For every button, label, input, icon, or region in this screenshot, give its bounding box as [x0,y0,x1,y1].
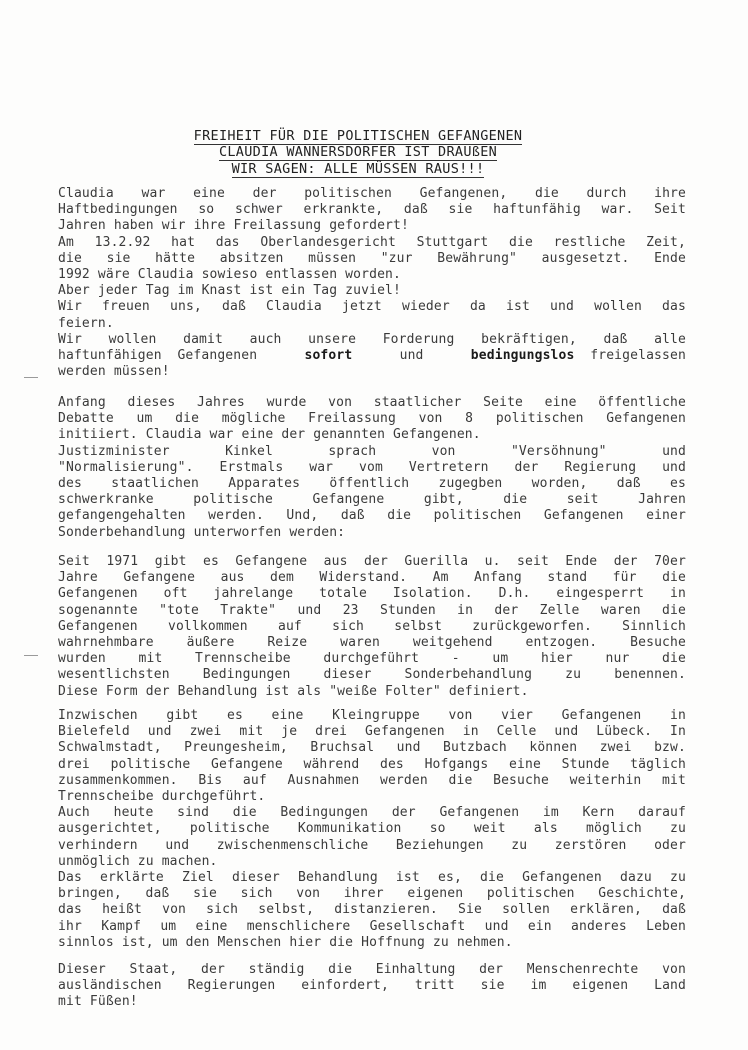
text-line: Anfang dieses Jahres wurde von staatlicher Seite eine öffentliche [58,395,686,410]
text-line: Sonderbehandlung unterworfen werden: [58,524,346,540]
text-segment: freigelassen [590,348,686,364]
text-line: das heißt von sich selbst, distanzieren. Sie sollen erklären, daß [58,902,686,918]
text-line: Das erklärte Ziel dieser Behandlung ist es, die Gefangenen dazu zu [58,870,686,886]
text-line: Haftbedingungen so schwer erkrankte, daß sie haftunfähig war. Seit [58,202,686,218]
margin-mark [24,655,38,656]
heading-line-2 [170,144,546,160]
text-line: Aber jeder Tag im Knast ist ein Tag zuviel! [58,283,401,299]
text-line: Dieser Staat, der ständig die Einhaltung der Menschenrechte von [58,962,686,977]
text-line: gefangengehalten werden. Und, daß die politischen Gefangenen einer [58,508,686,524]
text-segment: haftunfähigen Gefangenen [58,348,258,364]
text-line: sinnlos ist, um den Menschen hier die Hoffnung zu nehmen. [58,934,513,950]
text-line: verhindern und zwischenmenschliche Beziehungen zu zerstören oder [58,837,686,853]
paragraph-1 [58,186,686,380]
heading-line-1 [170,128,546,144]
text-line: zusammenkommen. Bis auf Ausnahmen werden die Besuche weiterhin mit [58,772,686,788]
text-line: Auch heute sind die Bedingungen der Gefangenen im Kern darauf [58,805,686,821]
text-line: Seit 1971 gibt es Gefangene aus der Guerilla u. seit Ende der 70er [58,554,686,569]
text-line: Diese Form der Behandlung ist als "weiße Folter" definiert. [58,683,529,699]
paragraph-2 [58,395,686,541]
text-line-mixed [58,348,686,364]
emphasis-bedingungslos: bedingungslos [470,348,575,364]
paragraph-4 [58,708,686,951]
text-line: wurden mit Trennscheibe durchgeführt - um hier nur die [58,651,686,667]
text-line: Debatte um die mögliche Freilassung von 8 politischen Gefangenen [58,411,686,427]
text-line: des staatlichen Apparates öffentlich zugegben worden, daß es [58,476,686,492]
text-line: ausländischen Regierungen einfordert, tritt sie im eigenen Land [58,978,686,994]
text-line: Jahren haben wir ihre Freilassung gefordert! [58,218,409,234]
heading-text-3: WIR SAGEN: ALLE MÜSSEN RAUS!!! [231,161,485,177]
text-line: Schwalmstadt, Preungesheim, Bruchsal und Butzbach können zwei bzw. [58,740,686,756]
text-line: Gefangenen oft jahrelange totale Isolation. D.h. eingesperrt in [58,586,686,602]
emphasis-sofort: sofort [304,348,353,364]
text-line: schwerkranke politische Gefangene gibt, die seit Jahren [58,492,686,508]
text-line: unmöglich zu machen. [58,853,218,869]
paragraph-3 [58,554,686,700]
text-line: Jahre Gefangene aus dem Widerstand. Am Anfang stand für die [58,570,686,586]
heading-text-1: FREIHEIT FÜR DIE POLITISCHEN GEFANGENEN [193,128,523,144]
text-line: werden müssen! [58,364,170,380]
margin-mark [24,377,38,378]
paragraph-5 [58,962,686,1011]
text-line: ihr Kampf um eine menschlichere Gesellschaft und ein anderes Leben [58,918,686,934]
text-line: Wir wollen damit auch unsere Forderung bekräftigen, daß alle [58,331,686,347]
text-line: initiiert. Claudia war eine der genannten Gefangenen. [58,427,481,443]
text-line: ausgerichtet, politische Kommunikation so weit als möglich zu [58,821,686,837]
text-line: wesentlichsten Bedingungen dieser Sonderbehandlung zu benennen. [58,667,686,683]
text-line: sogenannte "tote Trakte" und 23 Stunden in der Zelle waren die [58,602,686,618]
heading-line-3 [170,161,546,177]
text-line: mit Füßen! [58,994,138,1010]
text-line: Am 13.2.92 hat das Oberlandesgericht Stuttgart die restliche Zeit, [58,234,686,250]
text-line: "Normalisierung". Erstmals war vom Vertretern der Regierung und [58,459,686,475]
heading-text-2: CLAUDIA WANNERSDORFER IST DRAUßEN [218,144,498,160]
text-segment: und [399,348,424,364]
text-line: Justizminister Kinkel sprach von "Versöhnung" und [58,443,686,459]
text-line: 1992 wäre Claudia sowieso entlassen worden. [58,267,401,283]
text-line: die sie hätte absitzen müssen "zur Bewährung" ausgesetzt. Ende [58,250,686,266]
text-line: drei politische Gefangene während des Hofgangs eine Stunde täglich [58,756,686,772]
text-line: Gefangenen vollkommen auf sich selbst zurückgeworfen. Sinnlich [58,618,686,634]
text-line: Wir freuen uns, daß Claudia jetzt wieder da ist und wollen das [58,299,686,315]
text-line: bringen, daß sie sich von ihrer eigenen politischen Geschichte, [58,886,686,902]
text-line: Inzwischen gibt es eine Kleingruppe von vier Gefangenen in [58,708,686,723]
text-line: wahrnehmbare äußere Reize waren weitgehend entzogen. Besuche [58,635,686,651]
text-line: feiern. [58,315,114,331]
text-line: Trennscheibe durchgeführt. [58,789,266,805]
text-line: Claudia war eine der politischen Gefangenen, die durch ihre [58,186,686,201]
text-line: Bielefeld und zwei mit je drei Gefangenen in Celle und Lübeck. In [58,724,686,740]
